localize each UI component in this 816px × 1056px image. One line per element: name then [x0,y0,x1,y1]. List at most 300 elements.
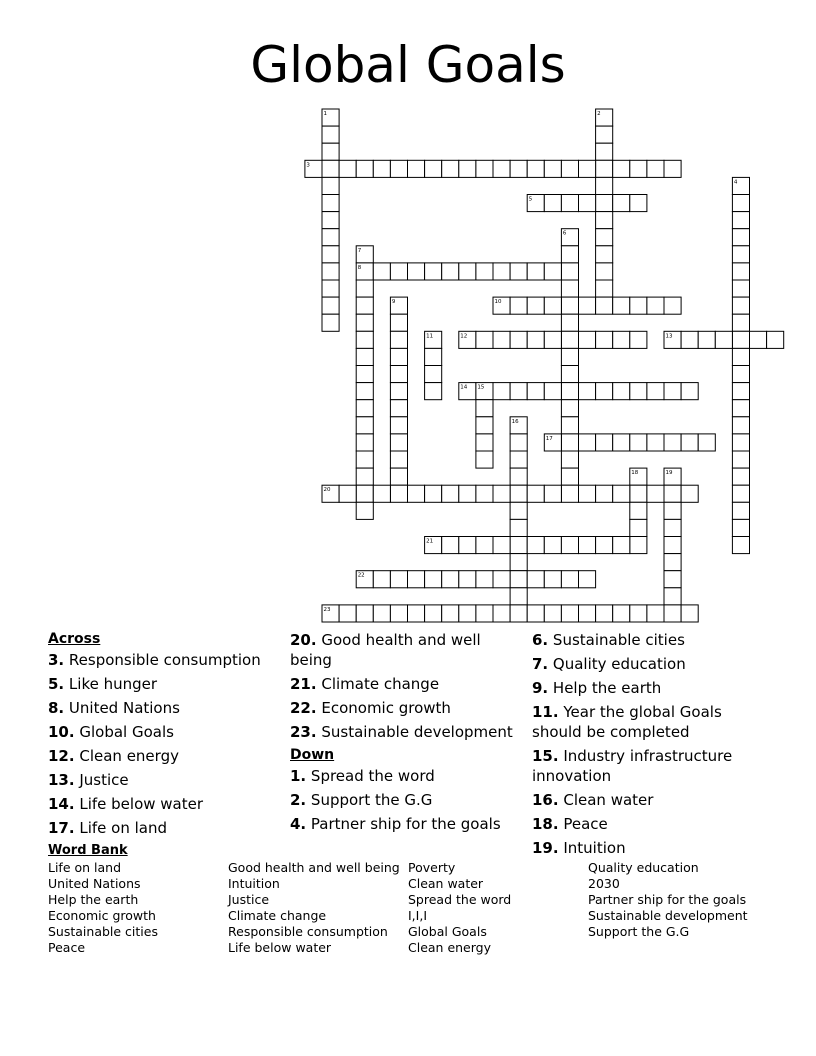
grid-cell[interactable] [544,263,561,280]
grid-cell[interactable] [390,571,407,588]
grid-cell[interactable] [510,571,527,588]
grid-cell[interactable] [373,263,390,280]
grid-cell[interactable] [544,383,561,400]
word-bank-item: 2030 [588,876,620,891]
clue-number-3: 3 [306,162,310,169]
clue-down-9: 9. Help the earth [532,679,662,697]
grid-cell[interactable] [510,468,527,485]
grid-cell[interactable] [579,605,596,622]
grid-cell[interactable] [732,434,749,451]
grid-cell[interactable] [425,160,442,177]
grid-cell[interactable] [356,502,373,519]
grid-cell[interactable] [408,263,425,280]
grid-cell[interactable] [390,383,407,400]
grid-cell[interactable] [613,434,630,451]
grid-cell[interactable] [561,468,578,485]
grid-cell[interactable] [561,297,578,314]
grid-cell[interactable] [527,297,544,314]
grid-cell[interactable] [681,383,698,400]
grid-cell[interactable] [732,468,749,485]
clue-down-2: 2. Support the G.G [290,791,433,809]
grid-cell[interactable] [459,571,476,588]
grid-cell[interactable] [425,605,442,622]
clue-number-12: 12 [460,333,468,340]
grid-cell[interactable] [322,314,339,331]
grid-cell[interactable] [356,417,373,434]
clue-down-15: 15. Industry infrastructure innovation [532,747,733,785]
grid-cell[interactable] [664,537,681,554]
grid-cell[interactable] [493,485,510,502]
grid-cell[interactable] [732,502,749,519]
clue-number-4: 4 [733,179,738,186]
clue-down-6: 6. Sustainable cities [532,631,685,649]
grid-cell[interactable] [544,537,561,554]
grid-cell[interactable] [527,537,544,554]
grid-cell[interactable] [732,297,749,314]
grid-cell[interactable] [732,366,749,383]
grid-cell[interactable] [510,605,527,622]
grid-cell[interactable] [425,348,442,365]
grid-cell[interactable] [596,297,613,314]
grid-cell[interactable] [732,519,749,536]
grid-cell[interactable] [732,195,749,212]
clue-across-20: 20. Good health and well being [290,631,481,669]
grid-cell[interactable] [510,297,527,314]
word-bank-item: Partner ship for the goals [588,892,747,907]
grid-cell[interactable] [322,212,339,229]
grid-cell[interactable] [322,177,339,194]
clue-number-2: 2 [597,111,601,117]
word-bank-item: Life below water [228,940,332,955]
clue-down-7: 7. Quality education [532,655,686,673]
grid-cell[interactable] [561,348,578,365]
clue-number-8: 8 [357,264,362,271]
clue-across-10: 10. Global Goals [48,723,174,741]
grid-cell[interactable] [493,331,510,348]
word-bank-item: Life on land [48,860,122,875]
grid-cell[interactable] [322,143,339,160]
grid-cell[interactable] [579,537,596,554]
grid-cell[interactable] [664,571,681,588]
grid-cell[interactable] [681,331,698,348]
grid-cell[interactable] [647,297,664,314]
grid-cell[interactable] [596,331,613,348]
clue-across-3: 3. Responsible consumption [48,651,261,669]
word-bank-item: Good health and well being [228,860,400,875]
grid-cell[interactable] [732,229,749,246]
grid-cell[interactable] [544,195,561,212]
grid-cell[interactable] [561,280,578,297]
grid-cell[interactable] [476,537,493,554]
grid-cell[interactable] [630,519,647,536]
grid-cell[interactable] [339,485,356,502]
grid-cell[interactable] [373,605,390,622]
grid-cell[interactable] [510,502,527,519]
clue-across-14: 14. Life below water [48,795,204,813]
word-bank-item: Quality education [588,860,699,875]
grid-cell[interactable] [390,468,407,485]
grid-cell[interactable] [647,160,664,177]
grid-cell[interactable] [630,434,647,451]
grid-cell[interactable] [664,502,681,519]
grid-cell[interactable] [579,383,596,400]
grid-cell[interactable] [681,434,698,451]
word-bank-item: Justice [228,892,270,907]
grid-cell[interactable] [390,366,407,383]
grid-cell[interactable] [356,605,373,622]
grid-cell[interactable] [630,485,647,502]
grid-cell[interactable] [613,605,630,622]
grid-cell[interactable] [664,160,681,177]
grid-cell[interactable] [459,537,476,554]
grid-cell[interactable] [630,195,647,212]
grid-cell[interactable] [527,160,544,177]
grid-cell[interactable] [356,434,373,451]
clue-number-15: 15 [477,384,485,391]
grid-cell[interactable] [510,485,527,502]
word-bank-item: Intuition [228,876,280,891]
grid-cell[interactable] [476,451,493,468]
grid-cell[interactable] [390,400,407,417]
grid-cell[interactable] [493,160,510,177]
grid-cell[interactable] [630,331,647,348]
grid-cell[interactable] [732,263,749,280]
word-bank-item: Clean energy [408,940,492,955]
clue-number-18: 18 [631,470,639,477]
grid-cell[interactable] [510,537,527,554]
grid-cell[interactable] [476,485,493,502]
grid-cell[interactable] [322,246,339,263]
grid-cell[interactable] [630,383,647,400]
grid-cell[interactable] [322,297,339,314]
clue-across-23: 23. Sustainable development [290,723,513,741]
grid-cell[interactable] [732,246,749,263]
grid-cell[interactable] [596,383,613,400]
grid-cell[interactable] [596,212,613,229]
grid-cell[interactable] [510,383,527,400]
grid-cell[interactable] [732,485,749,502]
grid-cell[interactable] [476,160,493,177]
grid-cell[interactable] [322,229,339,246]
grid-cell[interactable] [647,605,664,622]
grid-cell[interactable] [596,246,613,263]
grid-cell[interactable] [322,126,339,143]
grid-cell[interactable] [425,383,442,400]
grid-cell[interactable] [613,331,630,348]
clue-number-9: 9 [391,299,396,306]
grid-cell[interactable] [493,383,510,400]
grid-cell[interactable] [561,400,578,417]
grid-cell[interactable] [561,571,578,588]
grid-cell[interactable] [442,537,459,554]
grid-cell[interactable] [408,605,425,622]
grid-cell[interactable] [356,297,373,314]
word-bank-item: Spread the word [408,892,512,907]
grid-cell[interactable] [579,297,596,314]
grid-cell[interactable] [732,400,749,417]
word-bank-item: Help the earth [48,892,139,907]
grid-cell[interactable] [613,537,630,554]
grid-cell[interactable] [596,280,613,297]
grid-cell[interactable] [493,605,510,622]
grid-cell[interactable] [664,519,681,536]
grid-cell[interactable] [561,537,578,554]
grid-cell[interactable] [544,160,561,177]
word-bank-column-3 [408,860,511,956]
grid-cell[interactable] [390,485,407,502]
grid-cell[interactable] [681,485,698,502]
grid-cell[interactable] [442,160,459,177]
grid-cell[interactable] [732,451,749,468]
grid-cell[interactable] [732,212,749,229]
word-bank-item: Sustainable cities [48,924,158,939]
grid-cell[interactable] [561,160,578,177]
grid-cell[interactable] [579,195,596,212]
grid-cell[interactable] [596,143,613,160]
word-bank-item: Sustainable development [588,908,748,923]
grid-cell[interactable] [544,485,561,502]
clue-down-1: 1. Spread the word [290,767,435,785]
grid-cell[interactable] [613,195,630,212]
grid-cell[interactable] [664,485,681,502]
clue-number-11: 11 [426,333,434,340]
grid-cell[interactable] [664,297,681,314]
grid-cell[interactable] [596,537,613,554]
grid-cell[interactable] [527,263,544,280]
clue-across-21: 21. Climate change [290,675,440,693]
grid-cell[interactable] [459,485,476,502]
grid-cell[interactable] [561,417,578,434]
grid-cell[interactable] [425,571,442,588]
grid-cell[interactable] [390,417,407,434]
grid-cell[interactable] [390,263,407,280]
grid-cell[interactable] [527,485,544,502]
clue-down-19: 19. Intuition [532,839,626,857]
grid-cell[interactable] [442,485,459,502]
grid-cell[interactable] [561,383,578,400]
grid-cell[interactable] [322,195,339,212]
grid-cell[interactable] [476,331,493,348]
grid-cell[interactable] [544,297,561,314]
grid-cell[interactable] [647,434,664,451]
grid-cell[interactable] [493,571,510,588]
grid-cell[interactable] [425,263,442,280]
grid-cell[interactable] [425,485,442,502]
grid-cell[interactable] [510,519,527,536]
grid-cell[interactable] [356,331,373,348]
clue-number-14: 14 [460,384,468,391]
word-bank-heading: Word Bank [48,843,128,858]
grid-cell[interactable] [476,605,493,622]
grid-cell[interactable] [732,383,749,400]
grid-cell[interactable] [527,331,544,348]
grid-cell[interactable] [596,485,613,502]
grid-cell[interactable] [630,605,647,622]
grid-cell[interactable] [390,331,407,348]
grid-cell[interactable] [698,434,715,451]
grid-cell[interactable] [561,485,578,502]
grid-cell[interactable] [596,160,613,177]
grid-cell[interactable] [664,588,681,605]
grid-cell[interactable] [561,246,578,263]
grid-cell[interactable] [442,605,459,622]
grid-cell[interactable] [732,417,749,434]
grid-cell[interactable] [732,348,749,365]
grid-cell[interactable] [510,160,527,177]
grid-cell[interactable] [408,485,425,502]
grid-cell[interactable] [561,263,578,280]
word-bank-item: Economic growth [48,908,156,923]
grid-cell[interactable] [476,417,493,434]
grid-cell[interactable] [579,571,596,588]
grid-cell[interactable] [356,160,373,177]
grid-cell[interactable] [561,366,578,383]
grid-cell[interactable] [630,160,647,177]
grid-cell[interactable] [390,160,407,177]
grid-cell[interactable] [510,554,527,571]
grid-cell[interactable] [493,263,510,280]
clue-number-13: 13 [665,333,673,340]
clue-across-12: 12. Clean energy [48,747,179,765]
grid-cell[interactable] [681,605,698,622]
grid-cell[interactable] [664,605,681,622]
grid-cell[interactable] [579,331,596,348]
clue-down-4: 4. Partner ship for the goals [290,815,501,833]
grid-cell[interactable] [613,297,630,314]
grid-cell[interactable] [510,331,527,348]
word-bank-item: Poverty [408,860,456,875]
clue-number-22: 22 [357,572,365,579]
grid-cell[interactable] [322,280,339,297]
grid-cell[interactable] [356,348,373,365]
grid-cell[interactable] [322,263,339,280]
grid-cell[interactable] [510,588,527,605]
grid-cell[interactable] [442,571,459,588]
word-bank-column-2 [228,860,400,956]
grid-cell[interactable] [561,434,578,451]
grid-cell[interactable] [647,383,664,400]
grid-cell[interactable] [356,451,373,468]
grid-cell[interactable] [613,485,630,502]
grid-cell[interactable] [732,331,749,348]
grid-cell[interactable] [408,160,425,177]
across-clues-column-1 [48,630,278,842]
grid-cell[interactable] [630,502,647,519]
grid-cell[interactable] [579,160,596,177]
grid-cell[interactable] [476,263,493,280]
grid-cell[interactable] [767,331,784,348]
grid-cell[interactable] [510,263,527,280]
grid-cell[interactable] [493,537,510,554]
grid-cell[interactable] [732,537,749,554]
grid-cell[interactable] [356,485,373,502]
grid-cell[interactable] [356,280,373,297]
clue-number-19: 19 [665,470,673,477]
grid-cell[interactable] [630,297,647,314]
grid-cell[interactable] [356,468,373,485]
grid-cell[interactable] [356,366,373,383]
across-heading: Across [48,631,101,647]
grid-cell[interactable] [527,605,544,622]
grid-cell[interactable] [750,331,767,348]
grid-cell[interactable] [630,537,647,554]
grid-cell[interactable] [664,434,681,451]
grid-cell[interactable] [647,485,664,502]
grid-cell[interactable] [322,160,339,177]
grid-cell[interactable] [544,571,561,588]
grid-cell[interactable] [715,331,732,348]
grid-cell[interactable] [373,485,390,502]
grid-cell[interactable] [510,434,527,451]
grid-cell[interactable] [544,331,561,348]
grid-cell[interactable] [373,160,390,177]
grid-cell[interactable] [664,554,681,571]
grid-cell[interactable] [459,263,476,280]
grid-cell[interactable] [390,434,407,451]
grid-cell[interactable] [596,229,613,246]
grid-cell[interactable] [356,383,373,400]
grid-cell[interactable] [596,195,613,212]
grid-cell[interactable] [390,314,407,331]
grid-cell[interactable] [579,434,596,451]
grid-cell[interactable] [390,348,407,365]
grid-cell[interactable] [390,605,407,622]
grid-cell[interactable] [476,400,493,417]
grid-cell[interactable] [596,126,613,143]
grid-cell[interactable] [561,331,578,348]
grid-cell[interactable] [476,571,493,588]
grid-cell[interactable] [698,331,715,348]
grid-cell[interactable] [596,177,613,194]
grid-cell[interactable] [732,280,749,297]
grid-cell[interactable] [459,605,476,622]
word-bank-item: Clean water [408,876,484,891]
grid-cell[interactable] [596,263,613,280]
grid-cell[interactable] [613,160,630,177]
grid-cell[interactable] [561,195,578,212]
grid-cell[interactable] [544,605,561,622]
grid-cell[interactable] [459,160,476,177]
grid-cell[interactable] [442,263,459,280]
clue-number-5: 5 [528,196,533,203]
grid-cell[interactable] [527,571,544,588]
grid-cell[interactable] [390,451,407,468]
grid-cell[interactable] [356,400,373,417]
grid-cell[interactable] [579,485,596,502]
grid-cell[interactable] [596,605,613,622]
grid-cell[interactable] [408,571,425,588]
grid-cell[interactable] [339,605,356,622]
grid-cell[interactable] [373,571,390,588]
grid-cell[interactable] [561,451,578,468]
grid-cell[interactable] [527,383,544,400]
grid-cell[interactable] [613,383,630,400]
grid-cell[interactable] [732,314,749,331]
grid-cell[interactable] [561,605,578,622]
clue-across-8: 8. United Nations [48,699,180,717]
clue-down-11: 11. Year the global Goals should be completed [532,703,722,741]
grid-cell[interactable] [510,451,527,468]
grid-cell[interactable] [596,434,613,451]
grid-cell[interactable] [664,383,681,400]
grid-cell[interactable] [425,366,442,383]
clue-number-7: 7 [357,247,362,254]
grid-cell[interactable] [339,160,356,177]
grid-cell[interactable] [561,314,578,331]
grid-cell[interactable] [356,314,373,331]
word-bank-column-4 [588,860,748,940]
grid-cell[interactable] [476,434,493,451]
